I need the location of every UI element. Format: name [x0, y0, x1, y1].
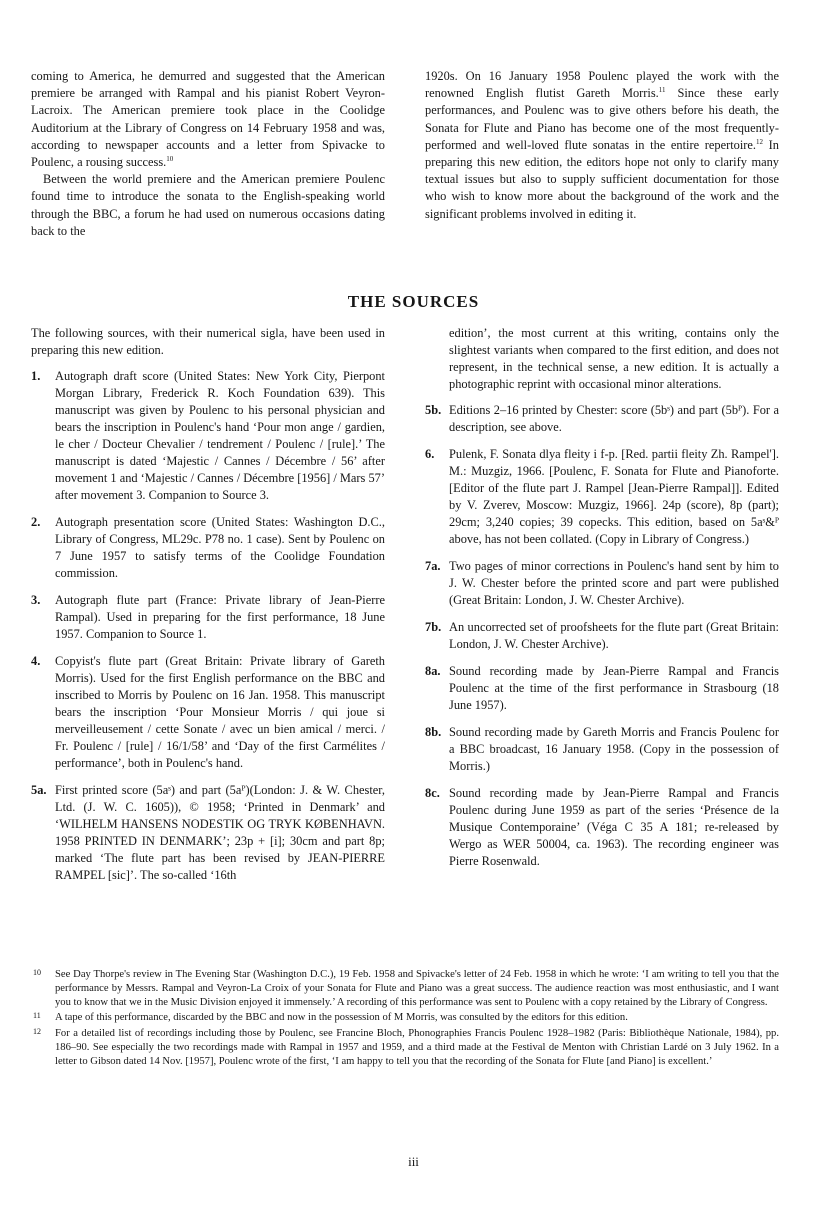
sources-lead: The following sources, with their numerical sigla, have been used in preparing this new edition. — [31, 326, 385, 357]
source-text: Sound recording made by Jean-Pierre Rampal and Francis Poulenc at the time of the first performance in Strasbourg (18 June 1957). — [449, 664, 779, 712]
section-heading: THE SOURCES — [347, 292, 480, 311]
source-sigla: 5b. — [425, 403, 442, 417]
footnote-number: 10 — [33, 968, 41, 977]
footnote-ref-10: 10 — [166, 154, 174, 163]
sources-left-column — [31, 325, 385, 894]
source-text: Editions 2–16 printed by Chester: score (5bˢ) and part (5bᴾ). For a description, see above. — [449, 403, 779, 434]
source-sigla: 8a. — [425, 664, 441, 678]
intro-right-column — [425, 68, 779, 240]
source-text: Copyist's flute part (Great Britain: Private library of Gareth Morris). Used for the first English performance on the BBC and inscribed to Morris by Poulenc on 16 Jan. 1958. This manuscript bears the inscription ‘Pour Monsieur Morris / qui joue si merveilleusement / cette Sonate / avec un bien amical / merci. / Fr. Poulenc / [rule] / 16/1/58’ and ‘Day of the first Carmélites / performance’, both in Poulenc's hand. — [55, 654, 385, 770]
sources-right-column — [425, 325, 779, 894]
intro-left-column — [31, 68, 385, 240]
footnote — [31, 1011, 779, 1025]
source-continuation: edition’, the most current at this writing, contains only the slightest variants when compared to the first edition, and does not represent, in the technical sense, a new edition. It is actually a photographic reprint with occasional minor alterations. — [449, 326, 779, 391]
source-sigla: 4. — [31, 654, 41, 668]
source-item — [31, 368, 385, 504]
footnote-number: 12 — [33, 1027, 41, 1037]
source-text: Autograph draft score (United States: New York City, Pierpont Morgan Library, Frederick R. Koch Foundation 639). This manuscript was given by Poulenc to his personal physician and bears the inscription in Poulenc's hand ‘Pour mon ange / gardien, le cher / Docteur Chevalier / tendrement / Poulenc / [rule].’ The manuscript is dated ‘Majestic / Cannes / Décembre / 56’ after movement 1 and ‘Majestic / Cannes / Décembre [1956] / Mars 57’ after movement 3. Companion to Source 3. — [55, 369, 385, 502]
page-number: iii — [408, 1154, 419, 1169]
footnote-text: For a detailed list of recordings including those by Poulenc, see Francine Bloch, Phonographies Francis Poulenc 1928–1982 (Paris: Bibliothèque Nationale, 1984), pp. 186–90. See especially the two recordings made with Rampal in 1957 and 1959, and a third made at the Festival de Menton with Christian Lardé on 3 July 1962. In a letter to Gibson dated 14 Nov. [1957], Poulenc wrote of the first, ‘I am happy to tell you that the recording of the Sonata for Flute [and Piano] is excellent.’ — [55, 1028, 779, 1067]
source-sigla: 3. — [31, 593, 41, 607]
source-text: Autograph presentation score (United States: Washington D.C., Library of Congress, ML29c. P78 no. 1 case). Sent by Poulenc on 7 June 1957 to satisfy terms of the Coolidge Foundation commission. — [55, 515, 385, 580]
source-item — [425, 663, 779, 714]
footnote — [31, 1027, 779, 1068]
footnote-text: A tape of this performance, discarded by the BBC and now in the possession of M Morris, was consulted by the editors for this edition. — [55, 1012, 628, 1024]
source-sigla: 2. — [31, 515, 41, 529]
source-text: Pulenk, F. Sonata dlya fleity i f-p. [Red. partii fleity Zh. Rampel']. M.: Muzgiz, 1966. [Poulenc, F. Sonata for Flute and Pianoforte. [Editor of the flute part J. Rampel [Jean-Pierre Rampal]]. Edited by V. Zverev, Moscow: Muzgiz, 1966]. 24p (score), 8p (part); 29cm; 3,240 copies; 39 copecks. This edition, based on 5aˢ&ᴾ above, has not been collated. (Copy in Library of Congress.) — [449, 447, 779, 546]
source-item — [31, 592, 385, 643]
source-item — [425, 402, 779, 436]
source-text: Two pages of minor corrections in Poulenc's hand sent by him to J. W. Chester before the printed score and part were published (Great Britain: London, J. W. Chester Archive). — [449, 559, 779, 607]
footnote-text: See Day Thorpe's review in The Evening Star (Washington D.C.), 19 Feb. 1958 and Spivacke's letter of 24 Feb. 1958 in which he wrote: ‘I am writing to tell you that the performance by Messrs. Rampal and Veyron-La Croix of your Sonata for Flute and Piano was a great success. The audience reaction was most enthusiastic, and I want you to know that we in the Music Division enjoyed it immensely.’ A recording of this performance was sent to Poulenc with a copy retained by the Library of Congress. — [55, 969, 779, 1008]
intro-paragraph-1: coming to America, he demurred and suggested that the American premiere be arranged with Rampal and his pianist Robert Veyron-Lacroix. The American premiere took place in the Coolidge Auditorium at the Library of Congress on 14 February 1958 and was, according to newspaper accounts and a letter from Spivacke to Poulenc, a rousing success.$^{10}$ — [31, 69, 385, 170]
source-item — [31, 514, 385, 582]
source-item — [425, 785, 779, 870]
intro-paragraph-2: Between the world premiere and the American premiere Poulenc found time to introduce the sonata to the English-speaking world through the BBC, a forum he had used on numerous occasions dating back to the — [31, 172, 385, 238]
source-item — [425, 446, 779, 548]
source-text: Autograph flute part (France: Private library of Jean-Pierre Rampal). Used in preparing for the first performance, 18 June 1957. Companion to Source 1. — [55, 593, 385, 641]
source-sigla: 8b. — [425, 725, 442, 739]
source-sigla: 5a. — [31, 783, 47, 797]
source-sigla: 8c. — [425, 786, 440, 800]
footnote-ref-12: 12 — [756, 137, 764, 146]
source-item — [31, 653, 385, 772]
source-sigla: 6. — [425, 447, 435, 461]
footnotes — [31, 968, 779, 1071]
source-item — [425, 619, 779, 653]
source-sigla: 1. — [31, 369, 41, 383]
footnote — [31, 968, 779, 1009]
footnote-number: 11 — [33, 1011, 41, 1021]
source-sigla: 7a. — [425, 559, 441, 573]
source-item — [425, 724, 779, 775]
source-sigla: 7b. — [425, 620, 442, 634]
intro-section — [31, 68, 779, 240]
intro-paragraph-3: 1920s. On 16 January 1958 Poulenc played the work with the renowned English flutist Gareth Morris.$^{11}$ Since these early performances, and Poulenc was to give others before his death, the Sonata for Flute and Piano has become one of the most frequently-performed and well-loved flute sonatas in the entire repertoire.$^{12}$ In preparing this new edition, the editors hope not only to clarify many textual issues but also to supply sufficient documentation for those who wish to know more about the background of the work and the significant problems involved in editing it. — [425, 69, 780, 221]
source-text: An uncorrected set of proofsheets for the flute part (Great Britain: London, J. W. Chester Archive). — [449, 620, 779, 651]
source-text: Sound recording made by Gareth Morris and Francis Poulenc for a BBC broadcast, 16 January 1958. (Copy in the possession of Morris.) — [449, 725, 779, 773]
source-text: Sound recording made by Jean-Pierre Rampal and Francis Poulenc during June 1959 as part of the series ‘Présence de la Musique Contemporaine’ (Véga C 35 A 181; re-released by Wergo as WER 50004, ca. 1963). The recording engineer was Pierre Rosenwald. — [449, 786, 779, 868]
footnote-ref-11: 11 — [658, 86, 666, 95]
sources-section — [31, 325, 779, 894]
source-item — [31, 782, 385, 884]
source-item — [425, 558, 779, 609]
source-text: First printed score (5aˢ) and part (5aᴾ)(London: J. & W. Chester, Ltd. (J. W. C. 1605)), © 1958; ‘Printed in Denmark’ and ‘WILHELM HANSENS NODESTIK OG TRYK KØBENHAVN. 1958 PRINTED IN DENMARK’; 23p + [i]; 30cm and part 8p; marked ‘The flute part has been revised by JEAN-PIERRE RAMPEL [sic]’. The so-called ‘16th — [55, 783, 385, 882]
